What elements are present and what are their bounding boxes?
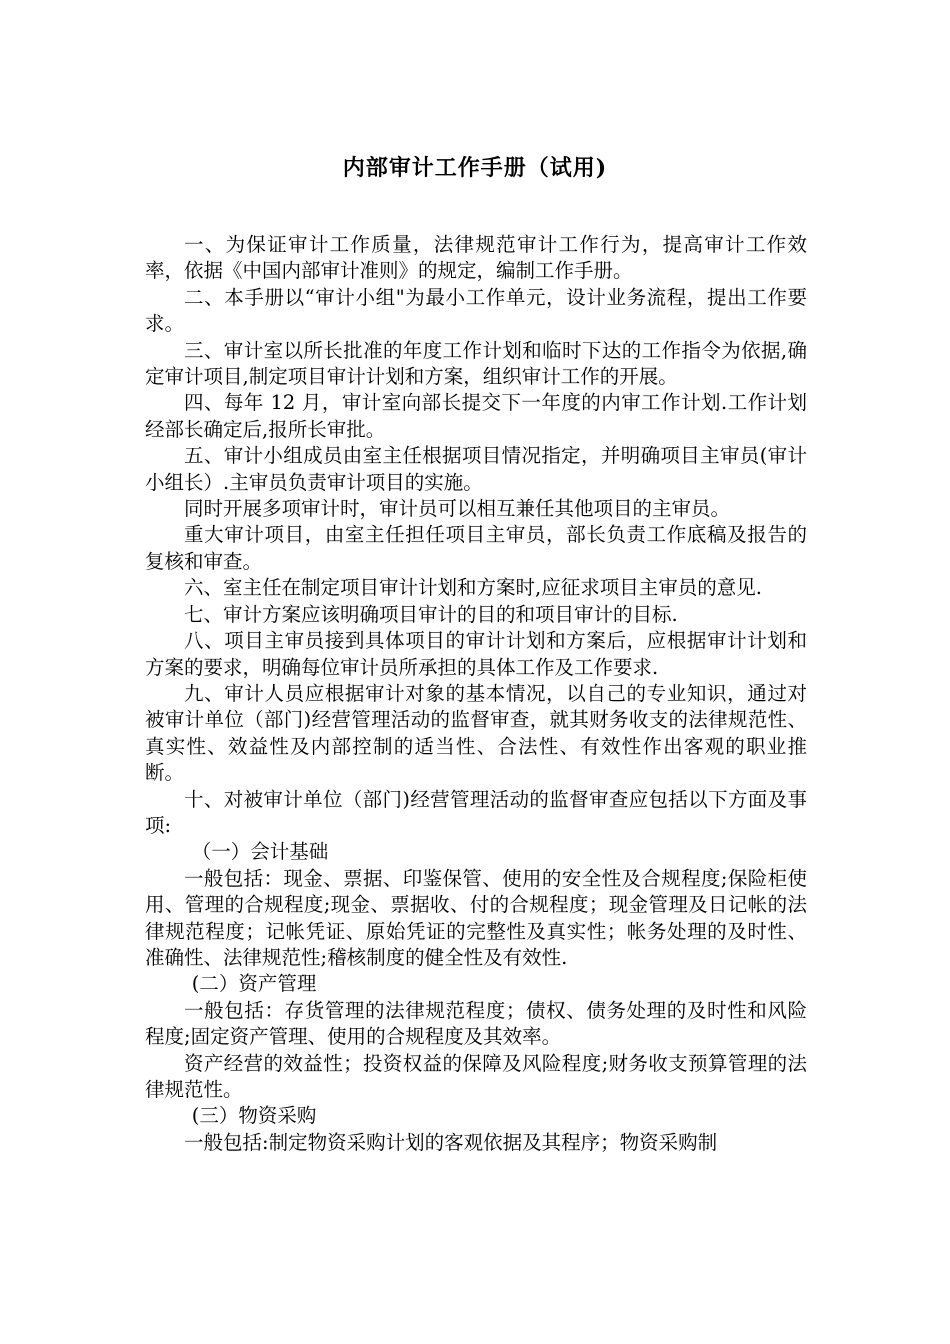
paragraph-6: 同时开展多项审计时，审计员可以相互兼任其他项目的主审员。 bbox=[184, 497, 731, 521]
paragraph-4: 四、每年 12 月，审计室向部长提交下一年度的内审工作计划.工作计划经部长确定后,报所长审批。 bbox=[145, 391, 807, 441]
paragraph-3: 三、审计室以所长批准的年度工作计划和临时下达的工作指令为依据,确定审计项目,制定项目审计计划和方案，组织审计工作的开展。 bbox=[145, 338, 807, 389]
paragraph-8: 六、室主任在制定项目审计计划和方案时,应征求项目主审员的意见. bbox=[184, 576, 762, 600]
paragraph-17: 资产经营的效益性；投资权益的保障及风险程度;财务收支预算管理的法律规范性。 bbox=[145, 1051, 807, 1101]
paragraph-11: 九、审计人员应根据审计对象的基本情况，以自己的专业知识，通过对被审计单位（部门)经营管理活动的监督审查，就其财务收支的法律规范性、真实性、效益性及内部控制的适当性、合法性、有效性作出客观的职业推断。 bbox=[145, 681, 807, 785]
paragraph-7: 重大审计项目，由室主任担任项目主审员，部长负责工作底稿及报告的复核和审查。 bbox=[145, 523, 807, 573]
paragraph-14: 一般包括：现金、票据、印鉴保管、使用的安全性及合规程度;保险柜使用、管理的合规程度;现金、票据收、付的合规程度；现金管理及日记帐的法律规范程度；记帐凭证、原始凭证的完整性及真实性；帐务处理的及时性、准确性、法律规范性;稽核制度的健全性及有效性. bbox=[145, 866, 807, 969]
paragraph-9: 七、审计方案应该明确项目审计的目的和项目审计的目标. bbox=[184, 602, 678, 626]
paragraph-19: 一般包括:制定物资采购计划的客观依据及其程序；物资采购制 bbox=[184, 1130, 718, 1154]
section-heading-assets: (二）资产管理 bbox=[191, 972, 317, 996]
paragraph-1: 一、为保证审计工作质量，法律规范审计工作行为，提高审计工作效率，依据《中国内部审计准则》的规定，编制工作手册。 bbox=[145, 233, 807, 283]
section-heading-accounting: （一）会计基础 bbox=[191, 840, 329, 864]
paragraph-16: 一般包括：存货管理的法律规范程度；债权、债务处理的及时性和风险程度;固定资产管理、使用的合规程度及其效率。 bbox=[145, 998, 807, 1049]
paragraph-10: 八、项目主审员接到具体项目的审计计划和方案后，应根据审计计划和方案的要求，明确每位审计员所承担的具体工作及工作要求. bbox=[145, 629, 807, 679]
document-body bbox=[145, 232, 807, 1156]
paragraph-5: 五、审计小组成员由室主任根据项目情况指定，并明确项目主审员(审计小组长）.主审员负责审计项目的实施。 bbox=[145, 444, 807, 494]
paragraph-2: 二、本手册以“审计小组"为最小工作单元，设计业务流程，提出工作要求。 bbox=[145, 285, 807, 336]
paragraph-12: 十、对被审计单位（部门)经营管理活动的监督审查应包括以下方面及事项: bbox=[145, 787, 807, 837]
document-title: 内部审计工作手册（试用) bbox=[342, 155, 608, 181]
section-heading-procurement: (三）物资采购 bbox=[191, 1104, 317, 1128]
